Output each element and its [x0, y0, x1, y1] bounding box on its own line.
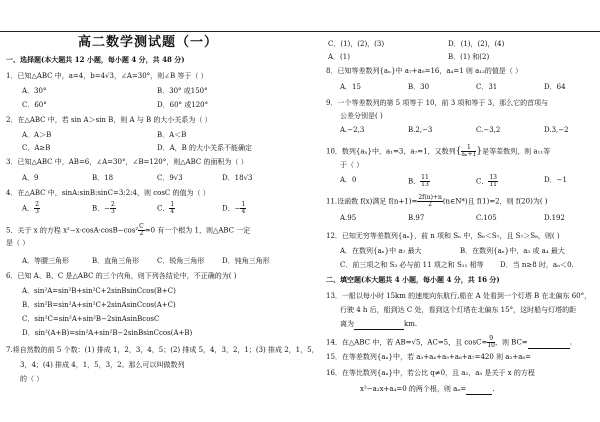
- q8-option-d: D．64: [544, 83, 566, 91]
- q11-stem-part1: 11.设函数 f(x)满足 f(n+1)=: [326, 197, 418, 206]
- q9-option-b: B.2,−3: [408, 126, 433, 134]
- q1-option-c: C．60°: [22, 101, 47, 109]
- q11-stem-part2: (n∈N*)且 f(1)=2，则 f(20)为( ): [442, 197, 548, 206]
- q15-stem-part2: 若 a₃+a₄+a₅+a₆+a₇=420 则 a₂+a₈=: [407, 353, 531, 361]
- q11-option-a: A.95: [340, 214, 357, 222]
- q9-option-d: D.3,−2: [544, 126, 569, 134]
- q2-option-c: C．A≥B: [22, 144, 51, 152]
- q10-frac-den: aₙ+1: [461, 151, 477, 158]
- q7-stem: 7.将自然数的前 5 个数：(1) 排成 1，2，3，4，5；(2) 排成 5，4，3，2，1；(3) 排成 2，1，5，: [6, 346, 319, 354]
- q7-option-a: A．(1): [328, 53, 350, 61]
- q4-option-b-label: B．−: [92, 204, 111, 213]
- q4-option-d-label: D．−: [222, 204, 241, 213]
- q11-option-b: B.97: [408, 214, 425, 222]
- q10-option-c-label: C．: [476, 177, 489, 186]
- q4-option-a-label: A．: [22, 204, 35, 213]
- q5-frac-num: C: [139, 223, 144, 230]
- q14-stem-end: .: [569, 338, 572, 347]
- header-rule: [0, 31, 600, 32]
- q12-stem: 12．已知无穷等差数列{aₙ}，前 n 项和 Sₙ 中，S₆＜S₇，且 S₇＞S₈，则( ): [326, 232, 560, 240]
- q5-option-a: A．等腰三角形: [22, 257, 70, 265]
- q10-option-b-label: B．: [408, 177, 421, 186]
- q3-option-c: C．9√3: [157, 174, 183, 182]
- q6-option-d: D．sin²(A+B)=sin²A+sin²B−2sinBsinCcos(A+B): [22, 329, 193, 337]
- q4-c-num: 1: [170, 201, 175, 208]
- q13-stem-end: [340, 319, 417, 330]
- q5-frac-den: 2: [139, 230, 144, 237]
- q10-stem: 10．数列{aₙ}中，a₁=3，a₇=1，又数列{ $\frac{1}{\text{aₙ+1}}$ }是等差数列，则 a₁₁等: [326, 144, 551, 158]
- q10-option-b: [408, 175, 430, 188]
- q15-stem-part1: 15．在等差数列{aₙ}中，: [326, 353, 408, 361]
- q1-stem: 1．已知△ABC 中，a=4，b=4√3，∠A=30°，则∠B 等于（ ）: [6, 72, 208, 80]
- q10-b-num: 11: [421, 174, 429, 181]
- q4-option-b: [92, 202, 116, 215]
- q2-option-d: D．A，B 的大小关系不能确定: [157, 144, 253, 152]
- q4-option-c-label: C．: [157, 204, 170, 213]
- q16-stem-end: .: [492, 385, 495, 393]
- q9-stem: 9．一个等差数列的第 5 项等于 10，前 3 项和等于 3，那么它的首项与: [326, 99, 549, 107]
- q2-option-b: B．A＜B: [157, 131, 187, 139]
- q10-stem-part1: 10．数列{aₙ}中，a₁=3，a₇=1，又数列: [326, 147, 456, 156]
- q8-option-b: B．30: [408, 83, 430, 91]
- q6-option-a: A．sin²A=sin²B+sin²C+2sinBsinCcos(B+C): [22, 287, 176, 295]
- q10-option-d: D．−1: [544, 176, 567, 184]
- q10-option-c: [476, 175, 498, 188]
- q6-option-b: B．sin²B=sin²A+sin²C+2sinAsinCcos(A+C): [22, 301, 176, 309]
- q3-option-b: B．18: [92, 174, 114, 182]
- q12-option-d: D．当 n≥8 时，aₙ＜0.: [500, 261, 574, 269]
- q7-option-d: D．(1)，(2)，(4): [448, 40, 505, 48]
- q13-stem-cont: 行驶 4 h 后，船到达 C 处，看到这个灯塔在北偏东 15°，这时船与灯塔的距: [340, 306, 577, 314]
- q4-d-den: 4: [241, 208, 246, 215]
- q4-b-num: 2: [111, 201, 115, 208]
- section2-header: 二、填空题(本大题共 4 小题，每小题 4 分，共 16 分): [326, 275, 500, 284]
- q12-option-a: A．在数列{aₙ}中 a₇ 最大: [340, 247, 422, 255]
- q2-stem: 2．在△ABC 中，若 sin A＞sin B，则 A 与 B 的大小关系为（ ）: [6, 116, 212, 124]
- q14-stem: [326, 336, 572, 349]
- q9-stem-cont: 公差分别是( ): [340, 112, 383, 120]
- q7-stem-cont: 3，4；(4) 排成 4，1，5，3，2。那么可以叫做数列: [20, 361, 185, 369]
- q4-d-num: 1: [241, 201, 246, 208]
- q16-stem: 16．在等比数列{aₙ}中，若公比 q≠0，且 a₂，a₃ 是关于 x 的方程: [326, 369, 535, 377]
- q1-option-d: D．60° 或120°: [157, 101, 209, 109]
- q10-c-num: 13: [489, 174, 497, 181]
- q9-option-c: C.−3,2: [476, 126, 501, 134]
- q11-stem: [326, 195, 548, 208]
- q3-stem: 3．已知△ABC 中，AB=6，∠A=30°，∠B=120°，则△ABC 的面积为（ ）: [6, 158, 248, 166]
- q14-stem-part2: ，则 BC=: [494, 338, 528, 347]
- q13-answer-blank[interactable]: [354, 319, 404, 330]
- q10-stem-part2: 是等差数列，则 a₁₁等: [482, 147, 551, 156]
- q6-stem: 6．已知 A、B、C 是△ABC 的三个内角，则下列各结论中，不正确的为( ): [6, 272, 237, 280]
- q11-option-d: D.192: [544, 214, 565, 222]
- q11-option-c: C.105: [476, 214, 497, 222]
- q10-b-den: 13: [421, 181, 429, 188]
- q5-stem-part1: 5．关于 x 的方程 x²−x·cosA·cosB−cos²: [6, 226, 139, 235]
- q5-stem-cont: 是（ ）: [6, 239, 30, 247]
- page-title: 高二数学测试题（一）: [78, 35, 219, 50]
- q6-option-c: C．sin²C=sin²A+sin²B−2sinAsinBcosC: [22, 315, 160, 323]
- q1-option-a: A．30°: [22, 87, 47, 95]
- q16-stem-cont: [360, 384, 494, 395]
- q7-option-b: B．(1) 和(2): [448, 53, 490, 61]
- q4-stem: 4．在△ABC 中，sinA:sinB:sinC=3:2:4，则 cosC 的值为（ ）: [6, 189, 210, 197]
- q1-option-b: B．30° 或150°: [157, 87, 208, 95]
- q7-option-c: C．(1)，(2)，(3): [328, 40, 385, 48]
- q5-option-d: D．钝角三角形: [222, 257, 270, 265]
- section1-header: 一、选择题(本大题共 12 小题，每小题 4 分，共 48 分): [6, 55, 185, 64]
- q8-stem: 8．已知等差数列{aₙ}中 a₇+a₉=16，a₄=1 则 a₁₂的值是（ ）: [326, 67, 523, 75]
- q14-frac-num: 9: [489, 335, 494, 342]
- q4-option-d: [222, 202, 246, 215]
- q4-a-num: 2: [35, 201, 39, 208]
- q4-b-den: 3: [111, 208, 115, 215]
- q5-stem: [6, 224, 250, 237]
- q9-option-a: A.−2,3: [340, 126, 365, 134]
- q13-stem: 13．一船以每小时 15km 的速度向东航行,船在 A 处看到一个灯塔 B 在北偏东 60°，: [326, 292, 592, 300]
- q7-stem-end: 的（ ）: [20, 375, 44, 383]
- q5-option-b: B．直角三角形: [92, 257, 140, 265]
- q4-option-a: [22, 202, 40, 215]
- q14-stem-part1: 14．在△ABC 中，若 AB=√5，AC=5，且 cosC=: [326, 338, 488, 347]
- q3-option-d: D．18√3: [222, 174, 253, 182]
- q14-frac-den: 10: [487, 342, 495, 349]
- q4-option-c: [157, 202, 175, 215]
- q4-a-den: 3: [35, 208, 39, 215]
- q15-stem: [326, 352, 531, 362]
- q5-option-c: C．锐角三角形: [157, 257, 205, 265]
- q5-stem-part2: =0 有一个根为 1，则△ABC 一定: [144, 226, 251, 235]
- q14-answer-blank[interactable]: [528, 338, 570, 349]
- q16-answer-blank[interactable]: [466, 384, 495, 395]
- q13-distance-label: 离为: [340, 320, 354, 328]
- q10-c-den: 11: [489, 181, 497, 188]
- q11-frac-den: 2: [428, 201, 432, 208]
- q12-option-c: C．前三项之和 S₃ 必与前 11 项之和 S₁₁ 相等: [340, 261, 484, 269]
- q2-option-a: A．A＞B: [22, 131, 52, 139]
- q10-stem-cont: 于（ ）: [340, 161, 364, 169]
- q8-option-a: A．15: [340, 83, 361, 91]
- q13-unit: km.: [404, 320, 418, 328]
- q12-option-b: B．在数列{aₙ}中，a₃ 或 a₄ 最大: [460, 247, 565, 255]
- q4-c-den: 4: [170, 208, 175, 215]
- q3-option-a: A．9: [22, 174, 39, 182]
- q8-option-c: C．31: [476, 83, 498, 91]
- q11-frac-num: 2f(n)+n: [418, 194, 442, 201]
- q10-option-a: A．0: [340, 176, 357, 184]
- q16-equation: x²−a₂x+a₄=0 的两个根，则 aₙ=: [360, 385, 467, 393]
